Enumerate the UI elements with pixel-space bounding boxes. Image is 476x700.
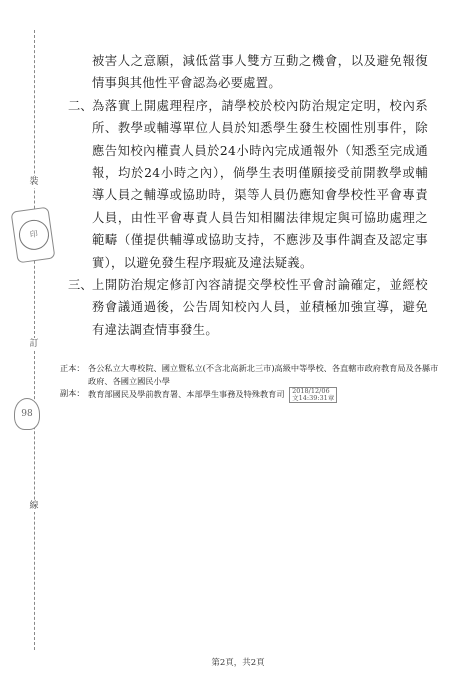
document-body [68,50,428,341]
copy-text: 教育部國民及學前教育署、本部學生事務及特殊教育司 [88,389,285,399]
original-label: 正本： [60,363,85,373]
original-recipients [60,362,440,387]
copy-recipients [60,387,440,403]
page-number: 第2頁，共2頁 [211,658,265,668]
date-stamp-line1: 2018/12/06 [292,387,330,395]
seal-stamp-icon [11,207,56,264]
binding-char-ding: 訂 [27,338,41,350]
binding-char-zhuang: 裝 [27,176,41,188]
item-text: 為落實上開處理程序，請學校於校內防治規定定明，校內系所、教學或輔導單位人員於知悉學生發生校園性別事件，除應告知校內權責人員於24小時內完成通報外（知悉至完成通報，均於24小時之內），倘學生表明僅願接受前開教學或輔導人員之輔導或協助時，渠等人員仍應知會學校性平會專責人員，由性平會專責人員告知相關法律規定與可協助處理之範疇（僅提供輔導或協助支持，不應涉及事件調查及認定事實），以避免發生程序瑕疵及違法疑義。 [92,98,428,270]
date-stamp-line2: 文14:39:31章 [292,394,335,402]
page-seal-stamp: 98 [14,398,40,430]
list-item-2 [68,95,428,274]
copy-label: 副本： [60,388,85,398]
item-number: 三、 [68,278,93,293]
original-text: 各公私立大專校院、國立暨私立(不含北高新北三市)高級中等學校、各直轄市政府教育局及各縣市政府、各國立國民小學 [88,363,439,386]
date-stamp [289,387,337,403]
item-number: 二、 [68,98,93,113]
list-item-3 [68,274,428,341]
distribution-notes [60,362,440,403]
binding-char-xian: 線 [27,500,41,512]
item-text: 上開防治規定修訂內容請提交學校性平會討論確定，並經校務會議通過後，公告周知校內人員，並積極加強宣導，避免有違法調查情事發生。 [92,278,428,337]
seal-stamp-inner: 印 [17,218,51,252]
continuation-paragraph: 被害人之意願，減低當事人雙方互動之機會，以及避免報復情事與其他性平會認為必要處置。 [92,54,428,91]
